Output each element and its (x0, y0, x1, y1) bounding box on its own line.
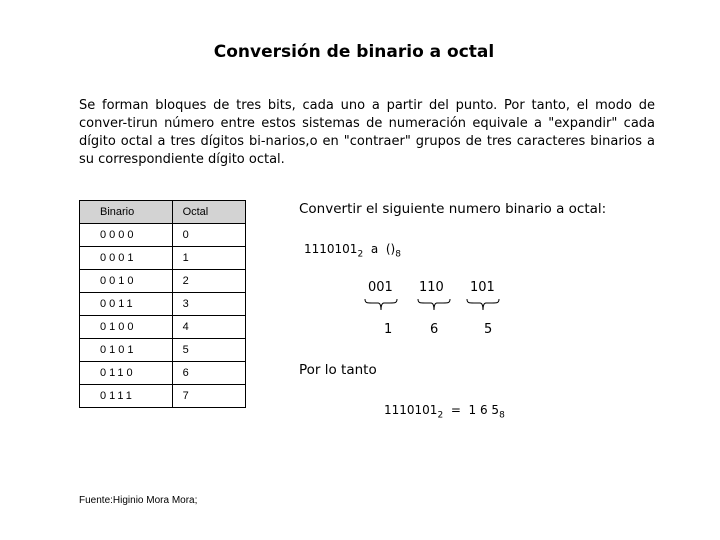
group-bracket-icon (466, 298, 500, 312)
result-octal: 1 6 5 (468, 403, 500, 417)
connector-word: a (370, 242, 379, 256)
header-binary: Binario (80, 201, 173, 224)
target-parens: () (385, 242, 396, 256)
octal-cell: 0 (172, 224, 245, 247)
result-binary-base: 2 (437, 410, 444, 421)
binary-expression (304, 242, 401, 259)
therefore-label: Por lo tanto (299, 362, 377, 378)
octal-cell: 6 (172, 362, 245, 385)
binary-cell: 0111 (80, 385, 173, 408)
intro-paragraph: Se forman bloques de tres bits, cada uno a partir del punto. Por tanto, el modo de conver-tirun número entre estos sistemas de numeración equivale a "expandir" cada dígito octal a tres dígitos bi-narios,o en "contraer" grupos de tres caracteres binarios a su correspondiente dígito octal. (79, 98, 655, 167)
binary-cell: 0110 (80, 362, 173, 385)
table-row (80, 339, 246, 362)
octal-digit: 5 (484, 322, 493, 337)
result-expression (384, 403, 505, 420)
octal-cell: 5 (172, 339, 245, 362)
binary-cell: 0001 (80, 247, 173, 270)
target-base: 8 (395, 249, 401, 260)
equals-sign: = (450, 403, 461, 417)
binary-cell: 0100 (80, 316, 173, 339)
table-row (80, 316, 246, 339)
octal-cell: 7 (172, 385, 245, 408)
bit-group: 110 (419, 280, 444, 295)
binary-number: 1110101 (304, 242, 358, 256)
header-octal: Octal (172, 201, 245, 224)
octal-digit: 6 (430, 322, 439, 337)
octal-cell: 2 (172, 270, 245, 293)
binary-cell: 0101 (80, 339, 173, 362)
binary-cell: 0010 (80, 270, 173, 293)
binary-cell: 0011 (80, 293, 173, 316)
octal-cell: 1 (172, 247, 245, 270)
bit-group: 101 (470, 280, 495, 295)
octal-cell: 3 (172, 293, 245, 316)
bit-groups (360, 280, 520, 340)
group-bracket-icon (417, 298, 451, 312)
octal-cell: 4 (172, 316, 245, 339)
binary-cell: 0000 (80, 224, 173, 247)
result-octal-base: 8 (499, 410, 505, 421)
group-bracket-icon (364, 298, 398, 312)
table-row (80, 293, 246, 316)
source-citation: Fuente:Higinio Mora Mora; (79, 495, 198, 506)
result-binary: 1110101 (384, 403, 438, 417)
exercise-prompt: Convertir el siguiente numero binario a octal: (299, 201, 607, 217)
bit-group: 001 (368, 280, 393, 295)
octal-digit: 1 (384, 322, 393, 337)
table-row (80, 224, 246, 247)
page-title: Conversión de binario a octal (213, 42, 495, 62)
table-header-row (80, 201, 246, 224)
binary-base: 2 (357, 249, 364, 260)
binary-octal-table (79, 200, 246, 408)
table-row (80, 270, 246, 293)
table-row (80, 385, 246, 408)
table-row (80, 362, 246, 385)
table-row (80, 247, 246, 270)
